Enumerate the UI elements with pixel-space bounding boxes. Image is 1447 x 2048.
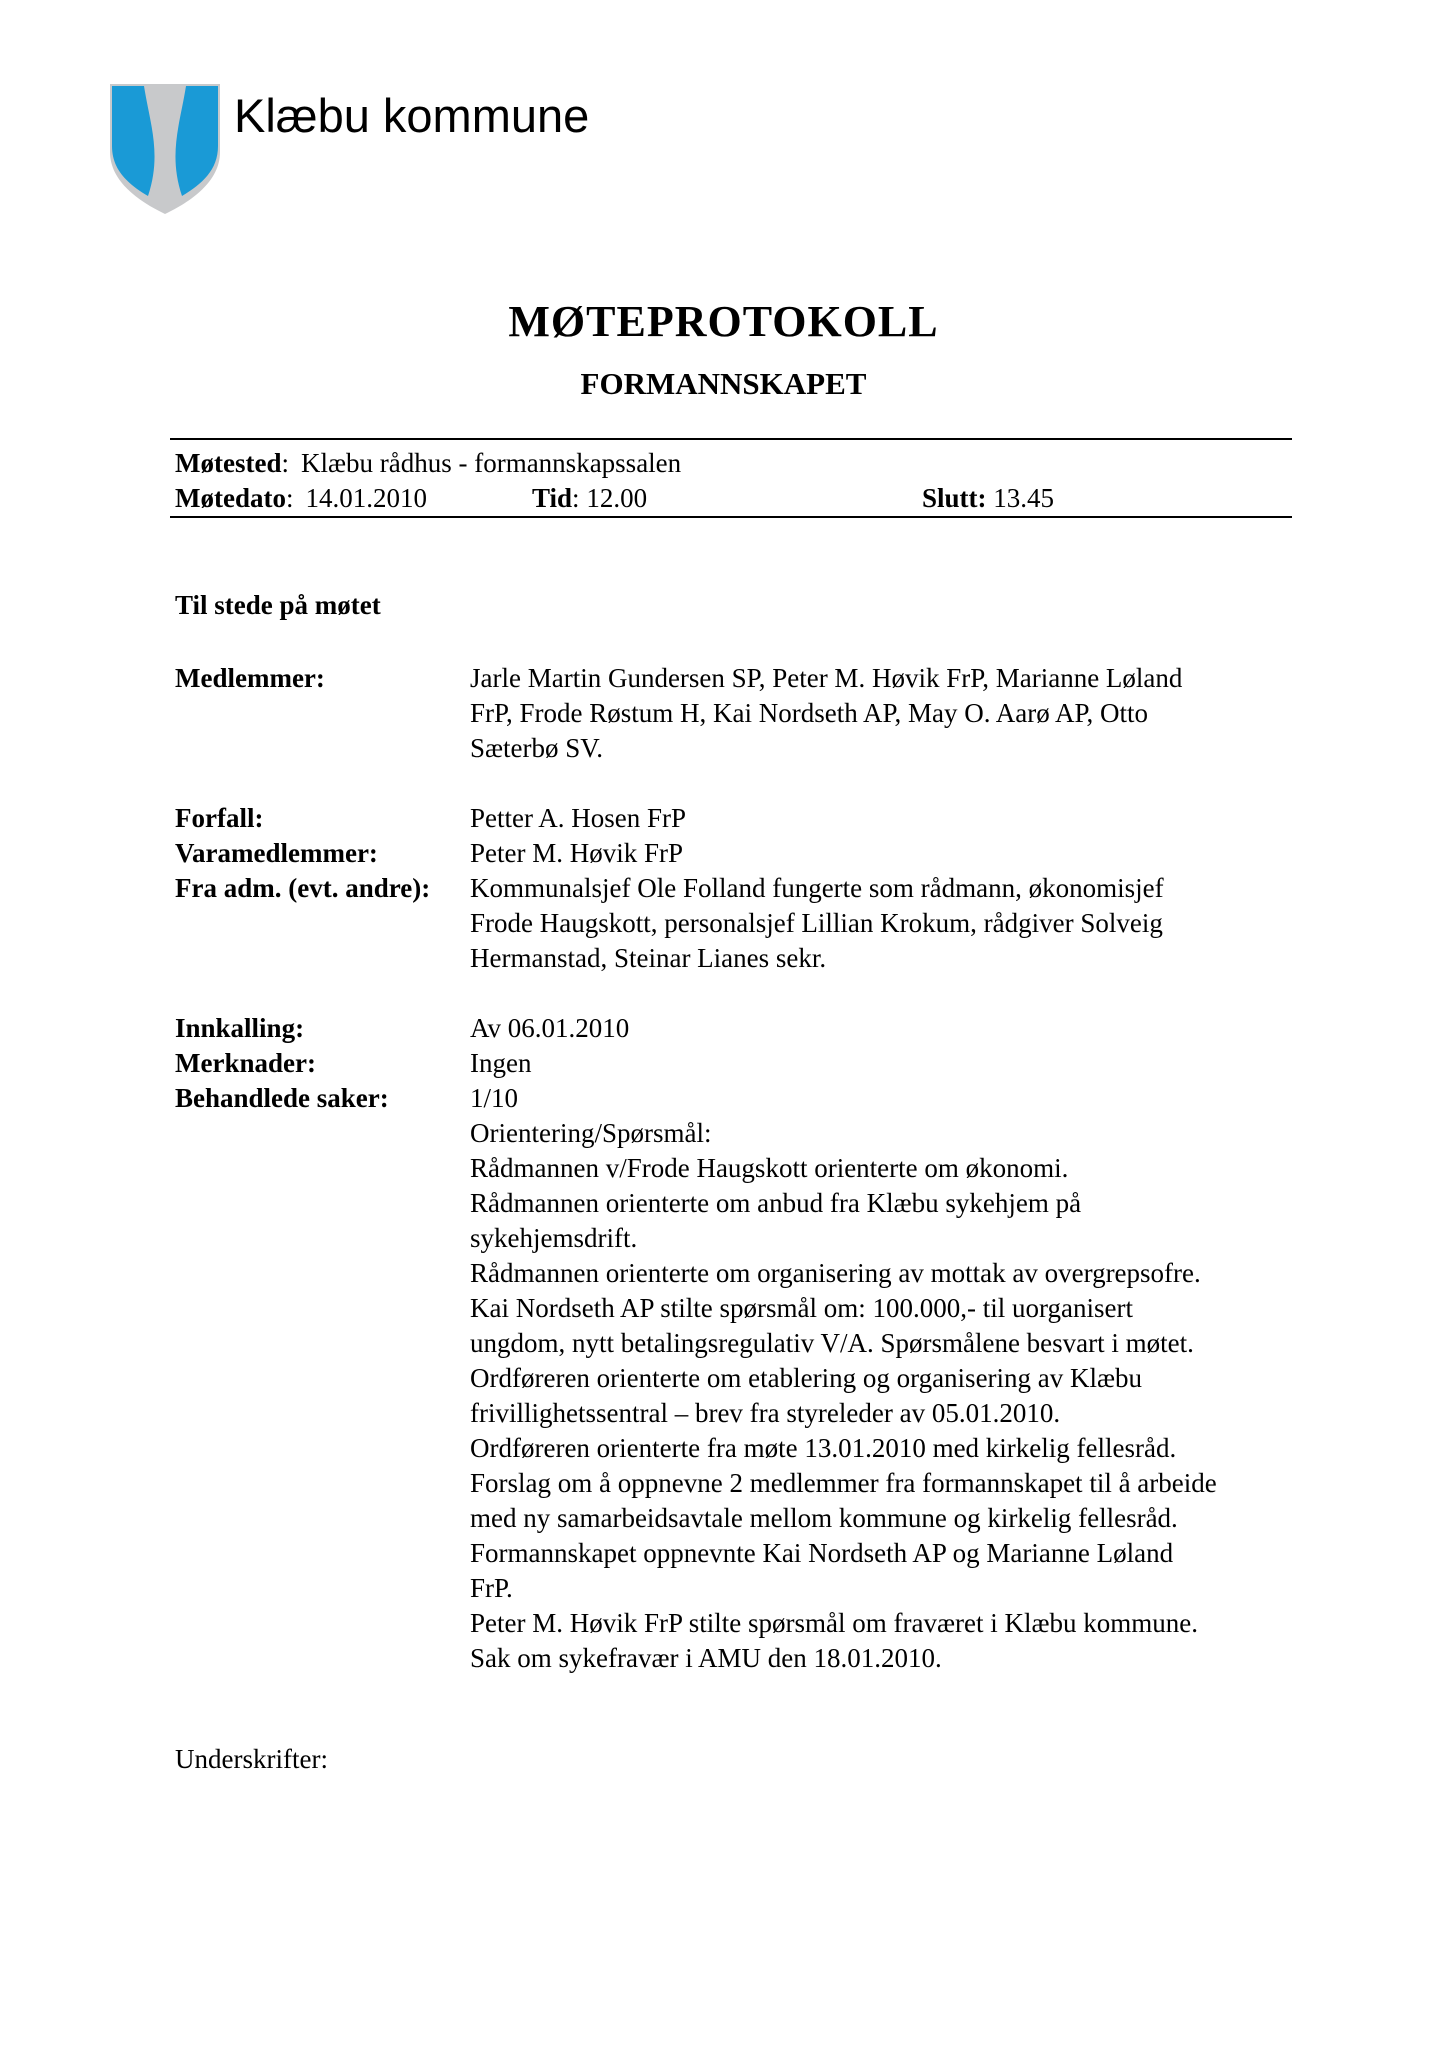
members-line: Sæterbø SV. [470,733,604,763]
meeting-end-value: 13.45 [993,483,1055,513]
administration-line: Frode Haugskott, personalsjef Lillian Krokum, rådgiver Solveig [470,908,1163,938]
cases-line: Orientering/Spørsmål: [470,1118,712,1148]
divider-top [170,438,1292,440]
meeting-date-row: Møtedato: 14.01.2010 Tid: 12.00 Slutt: 13.45 [175,481,1285,516]
absent-value: Petter A. Hosen FrP [470,803,686,833]
cases-line: FrP. [470,1573,513,1603]
administration-line: Hermanstad, Steinar Lianes sekr. [470,943,827,973]
cases-line: Formannskapet oppnevnte Kai Nordseth AP og Marianne Løland [470,1538,1174,1568]
meeting-place-row: Møtested: Klæbu rådhus - formannskapssalen [175,448,682,478]
cases-line: med ny samarbeidsavtale mellom kommune og kirkelig fellesråd. [470,1503,1178,1533]
cases-line: Rådmannen v/Frode Haugskott orienterte om økonomi. [470,1153,1069,1183]
meeting-end [922,481,1054,516]
notice-value: Av 06.01.2010 [470,1013,630,1043]
absence-section [175,801,1295,976]
administration-line: Kommunalsjef Ole Folland fungerte som rådmann, økonomisjef [470,873,1164,903]
meeting-time: Tid: 12.00 [532,483,648,513]
meeting-date-label: Møtedato [175,483,286,513]
absent-label: Forfall: [175,803,264,833]
cases-line: Sak om sykefravær i AMU den 18.01.2010. [470,1643,942,1673]
notice-label: Innkalling: [175,1013,305,1043]
cases-line: Kai Nordseth AP stilte spørsmål om: 100.000,- til uorganisert [470,1293,1133,1323]
members-section [175,661,1295,766]
remarks-value: Ingen [470,1048,532,1078]
document-subtitle: FORMANNSKAPET [580,366,867,401]
cases-line: Peter M. Høvik FrP stilte spørsmål om fraværet i Klæbu kommune. [470,1608,1198,1638]
cases-line: 1/10 [470,1083,519,1113]
proceedings-section [175,1011,1295,1676]
meeting-date-value: 14.01.2010 [305,483,427,513]
divider-bottom [170,516,1292,518]
members-label: Medlemmer: [175,663,325,693]
remarks-label: Merknader: [175,1048,316,1078]
administration-label: Fra adm. (evt. andre): [175,873,431,903]
cases-line: Ordføreren orienterte om etablering og organisering av Klæbu [470,1363,1143,1393]
cases-line: frivillighetssentral – brev fra styreleder av 05.01.2010. [470,1398,1061,1428]
meeting-place-label: Møtested [175,448,282,478]
cases-line: Ordføreren orienterte fra møte 13.01.2010 med kirkelig fellesråd. [470,1433,1177,1463]
substitutes-label: Varamedlemmer: [175,838,378,868]
cases-label: Behandlede saker: [175,1083,389,1113]
members-value [470,661,1295,766]
substitutes-value: Peter M. Høvik FrP [470,838,684,868]
document-title: MØTEPROTOKOLL [508,297,939,346]
cases-line: ungdom, nytt betalingsregulativ V/A. Spørsmålene besvart i møtet. [470,1328,1194,1358]
meeting-end-label: Slutt: [922,483,987,513]
cases-value [470,1081,1295,1676]
municipality-name: Klæbu kommune [234,89,590,142]
meeting-time-label: Tid [532,483,573,513]
signatures-label: Underskrifter: [175,1744,328,1774]
administration-value [470,871,1295,976]
cases-line: sykehjemsdrift. [470,1223,638,1253]
members-line: FrP, Frode Røstum H, Kai Nordseth AP, May O. Aarø AP, Otto [470,698,1149,728]
meeting-time-value: 12.00 [586,483,648,513]
cases-line: Rådmannen orienterte om anbud fra Klæbu sykehjem på [470,1188,1082,1218]
members-line: Jarle Martin Gundersen SP, Peter M. Høvik FrP, Marianne Løland [470,663,1183,693]
cases-line: Forslag om å oppnevne 2 medlemmer fra formannskapet til å arbeide [470,1468,1217,1498]
cases-line: Rådmannen orienterte om organisering av mottak av overgrepsofre. [470,1258,1201,1288]
attendance-heading: Til stede på møtet [175,590,381,620]
meeting-place-value: Klæbu rådhus - formannskapssalen [300,448,682,478]
coat-of-arms-icon [110,84,220,214]
